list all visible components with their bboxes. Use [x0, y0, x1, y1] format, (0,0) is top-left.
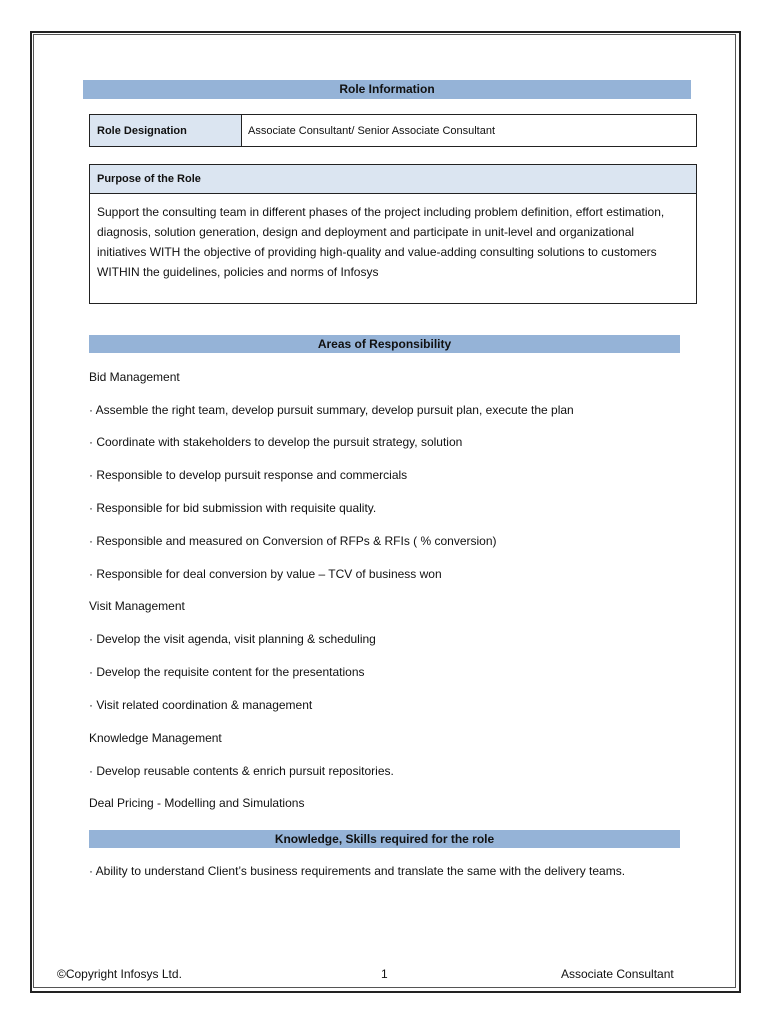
list-item: · Responsible to develop pursuit response and commercials — [89, 468, 408, 482]
list-item: · Responsible and measured on Conversion of RFPs & RFIs ( % conversion) — [89, 534, 497, 548]
list-item: · Coordinate with stakeholders to develop the pursuit strategy, solution — [89, 435, 463, 449]
purpose-box — [89, 164, 697, 304]
role-designation-value: Associate Consultant/ Senior Associate Consultant — [248, 124, 496, 137]
list-item: · Responsible for deal conversion by value – TCV of business won — [89, 567, 442, 581]
list-item: · Develop the visit agenda, visit planning & scheduling — [89, 632, 376, 646]
list-item: · Assemble the right team, develop pursuit summary, develop pursuit plan, execute the plan — [89, 403, 574, 417]
purpose-label: Purpose of the Role — [90, 165, 696, 194]
section-heading: Visit Management — [89, 599, 185, 613]
responsibility-header: Areas of Responsibility — [89, 335, 680, 353]
section-heading: Deal Pricing - Modelling and Simulations — [89, 796, 305, 810]
skills-header: Knowledge, Skills required for the role — [89, 830, 680, 848]
footer-copyright: ©Copyright Infosys Ltd. — [57, 967, 182, 981]
list-item: · Responsible for bid submission with requisite quality. — [89, 501, 377, 515]
list-item: · Ability to understand Client’s business requirements and translate the same with the delivery teams. — [89, 864, 626, 878]
footer-page-number: 1 — [381, 967, 388, 981]
role-designation-label: Role Designation — [90, 115, 242, 146]
section-heading: Bid Management — [89, 370, 180, 384]
list-item: · Develop the requisite content for the presentations — [89, 665, 365, 679]
footer-role: Associate Consultant — [561, 967, 674, 981]
list-item: · Visit related coordination & management — [89, 698, 313, 712]
section-heading: Knowledge Management — [89, 731, 222, 745]
role-designation-row — [89, 114, 697, 147]
role-information-header: Role Information — [83, 80, 691, 99]
purpose-text: Support the consulting team in different phases of the project including problem definition, effort estimation, diagnosis, solution generation, design and deployment and participate in unit-level and organizational initiatives WITH the objective of providing high-quality and value-adding consulting solutions to customers WITHIN the guidelines, policies and norms of Infosys — [97, 205, 665, 279]
list-item: · Develop reusable contents & enrich pursuit repositories. — [89, 764, 394, 778]
